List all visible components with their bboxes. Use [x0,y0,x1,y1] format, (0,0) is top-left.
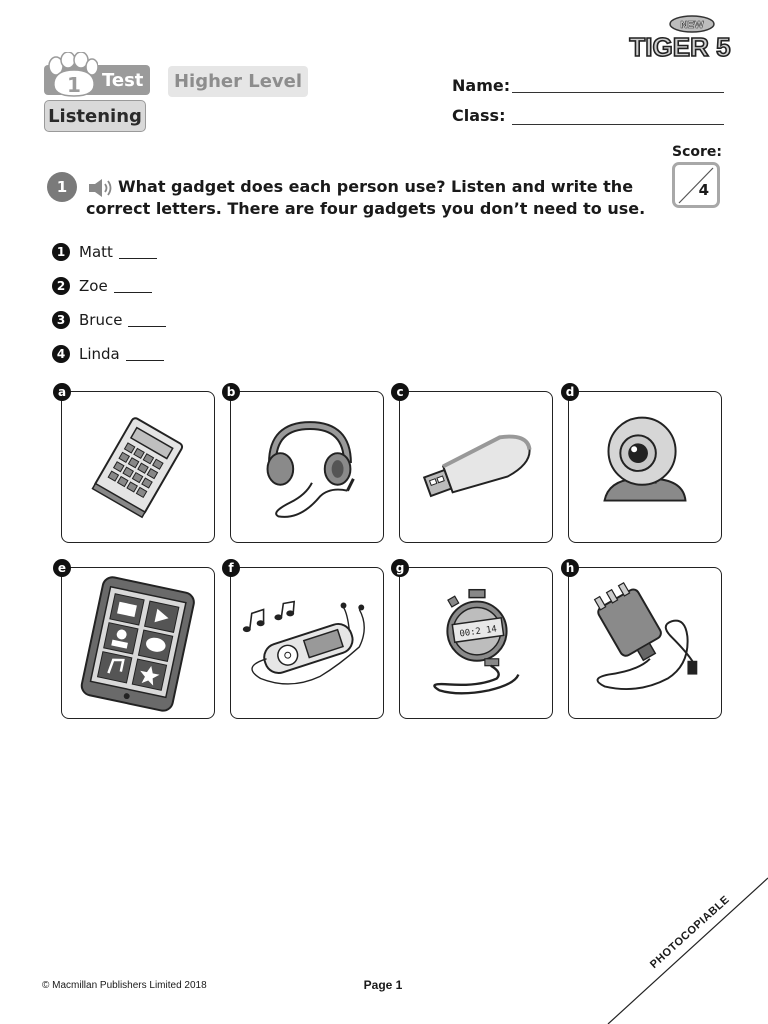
name-label: Name: [452,76,511,95]
score-total: 4 [698,181,709,199]
headphones-icon [231,392,383,542]
picture-box-c [399,391,553,543]
person-name: Zoe [79,277,108,295]
new-tiger-5-logo [622,14,740,64]
skill-badge: Listening [44,100,146,132]
person-name: Matt [79,243,113,261]
paw-icon [46,52,98,98]
item-number: 2 [52,277,70,295]
level-badge: Higher Level [168,66,308,97]
photocopiable-label: PHOTOCOPIABLE [648,893,733,971]
answer-blank[interactable] [128,313,166,327]
question-number: 1 [47,172,77,202]
charger-icon [569,568,721,718]
usb-stick-icon [400,392,552,542]
svg-text:NEW: NEW [680,20,704,31]
tablet-icon [62,568,214,718]
picture-letter: c [391,383,409,401]
item-number: 3 [52,311,70,329]
picture-box-g [399,567,553,719]
person-item [52,344,164,364]
picture-box-h [568,567,722,719]
picture-box-a [61,391,215,543]
name-field[interactable] [512,92,724,93]
score-slash [675,165,717,205]
item-number: 4 [52,345,70,363]
picture-letter: g [391,559,409,577]
answer-blank[interactable] [126,347,164,361]
answer-blank[interactable] [114,279,152,293]
score-box[interactable] [672,162,720,208]
item-number: 1 [52,243,70,261]
copyright-text: © Macmillan Publishers Limited 2018 [42,980,207,991]
calculator-icon [62,392,214,542]
picture-letter: h [561,559,579,577]
picture-letter: b [222,383,240,401]
picture-box-f [230,567,384,719]
person-item [52,310,166,330]
person-item [52,276,152,296]
picture-box-e [61,567,215,719]
score-label: Score: [672,144,722,160]
picture-box-d [568,391,722,543]
class-field[interactable] [512,124,724,125]
picture-letter: d [561,383,579,401]
svg-text:TIGER 5: TIGER 5 [629,32,731,62]
test-label: Test [102,70,144,91]
picture-letter: f [222,559,240,577]
picture-box-b [230,391,384,543]
question-text: What gadget does each person use? Listen and write the correct letters. There are four gadgets you don’t need to use. [86,177,646,218]
person-name: Linda [79,345,120,363]
person-item [52,242,157,262]
person-name: Bruce [79,311,123,329]
picture-letter: e [53,559,71,577]
class-label: Class: [452,106,506,125]
page-number: Page 1 [363,978,403,992]
answer-blank[interactable] [119,245,157,259]
stopwatch-icon [400,568,552,718]
picture-letter: a [53,383,71,401]
svg-text:00:2 14: 00:2 14 [459,624,498,640]
photocopiable-corner [600,870,768,1024]
mp3-player-icon [231,568,383,718]
test-badge [44,52,150,96]
svg-text:1: 1 [67,73,81,97]
webcam-icon [569,392,721,542]
